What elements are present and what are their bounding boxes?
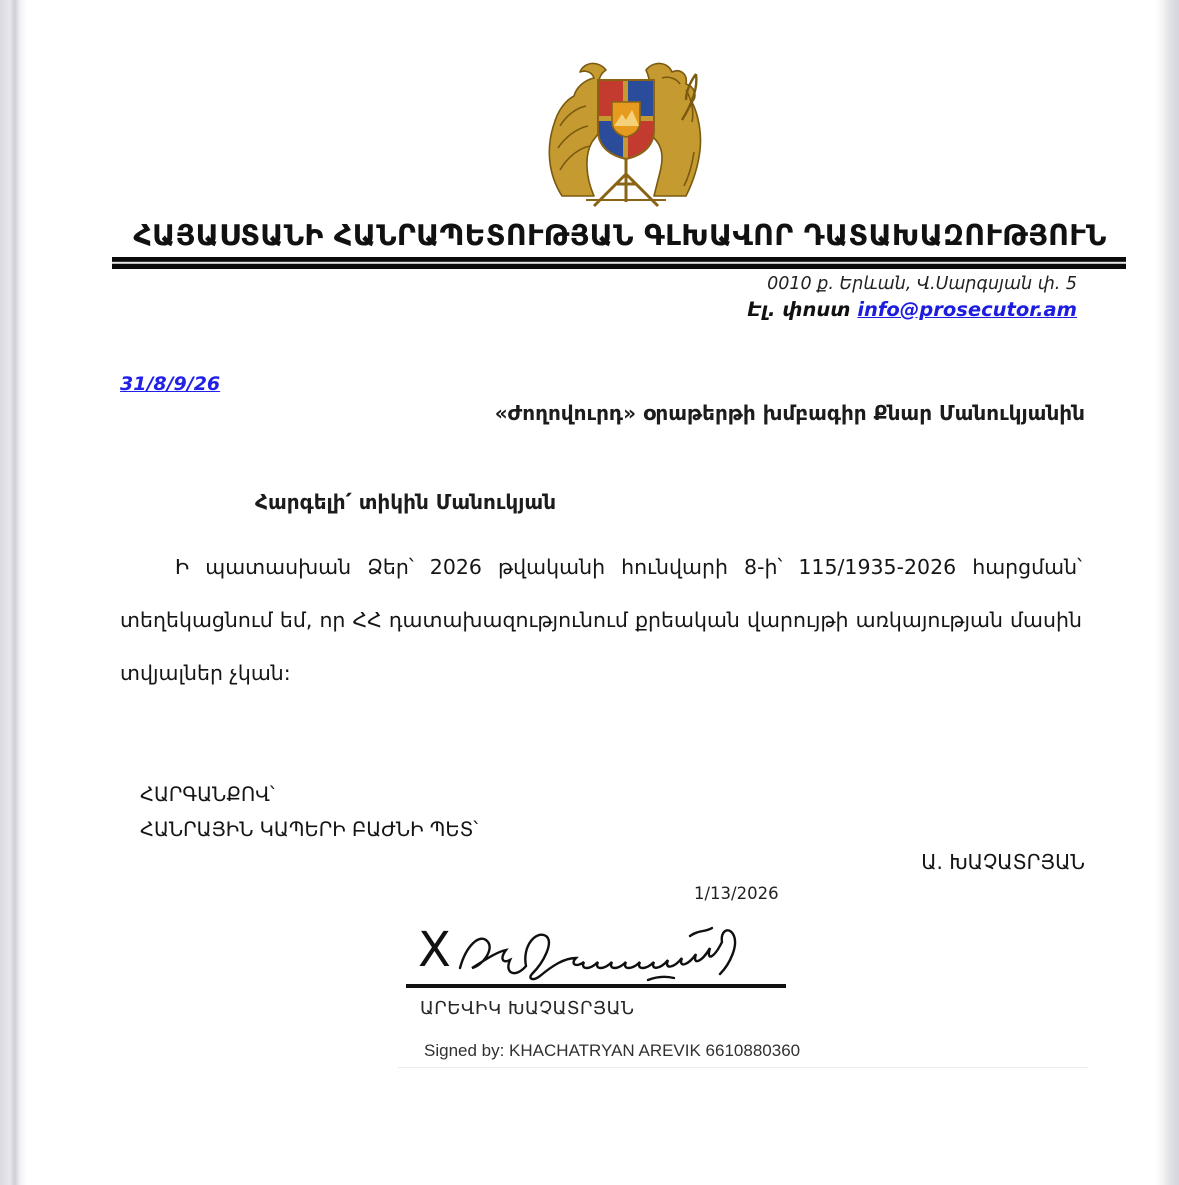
page-edge-left bbox=[0, 0, 27, 1185]
salutation: Հարգելի՛ տիկին Մանուկյան bbox=[255, 490, 557, 514]
armenia-coat-of-arms-icon bbox=[536, 56, 716, 220]
body-line: տեղեկացնում եմ, որ ՀՀ դատախազությունում քրեական վարույթի առկայության մասին bbox=[120, 608, 1082, 632]
signature-date: 1/13/2026 bbox=[694, 884, 779, 903]
handwritten-signature bbox=[452, 918, 772, 992]
header-rule bbox=[112, 257, 1126, 269]
addressee-line: «Ժողովուրդ» օրաթերթի խմբագիր Քնար Մանուկյանին bbox=[494, 401, 1085, 425]
page-edge-right bbox=[1155, 0, 1179, 1185]
reference-number-link[interactable]: 31/8/9/26 bbox=[120, 373, 221, 395]
org-email-line bbox=[420, 298, 1077, 321]
org-title: ՀԱՅԱՍՏԱՆԻ ՀԱՆՐԱՊԵՏՈՒԹՅԱՆ ԳԼԽԱՎՈՐ ԴԱՏԱԽԱԶՈՒԹՅՈՒՆ bbox=[133, 219, 1107, 252]
body-line: Ի պատասխան Ձեր՝ 2026 թվականի հունվարի 8-ի՝ 115/1935-2026 հարցման՝ bbox=[175, 555, 1082, 579]
header-contact-block bbox=[420, 274, 1077, 321]
body-line: տվյալներ չկան: bbox=[120, 661, 291, 685]
signer-short-name: Ա. ԽԱՉԱՏՐՅԱՆ bbox=[921, 850, 1085, 874]
signature-x-mark: X bbox=[418, 922, 451, 978]
email-label: Էլ. փոստ bbox=[747, 298, 851, 321]
email-link[interactable]: info@prosecutor.am bbox=[857, 298, 1077, 321]
signature-widget-rule bbox=[398, 1067, 1088, 1068]
signature-line bbox=[406, 984, 786, 988]
signer-full-name: ԱՐԵՎԻԿ ԽԱՉԱՏՐՅԱՆ bbox=[420, 998, 635, 1019]
closing-respectfully: ՀԱՐԳԱՆՔՈՎ՝ bbox=[140, 783, 275, 806]
digital-signature-caption: Signed by: KHACHATRYAN AREVIK 6610880360 bbox=[424, 1041, 801, 1060]
letter-body bbox=[120, 541, 1082, 700]
org-address: 0010 ք. Երևան, Վ.Սարգսյան փ. 5 bbox=[767, 274, 1077, 294]
closing-position-title: ՀԱՆՐԱՅԻՆ ԿԱՊԵՐԻ ԲԱԺՆԻ ՊԵՏ՝ bbox=[140, 818, 479, 841]
